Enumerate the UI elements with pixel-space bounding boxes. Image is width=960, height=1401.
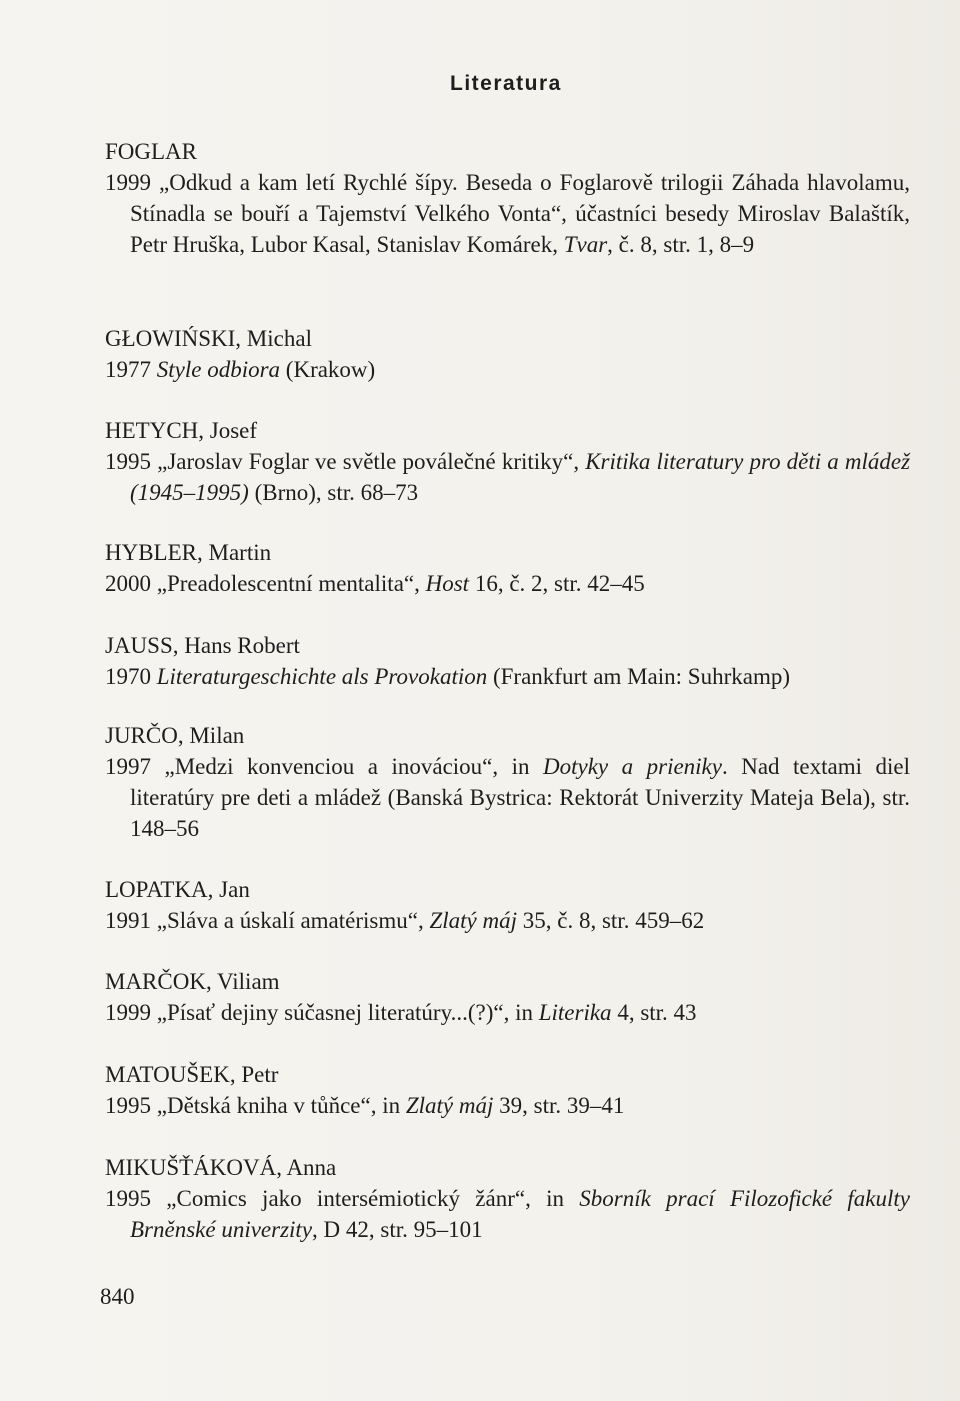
entry-author: LOPATKA, Jan — [105, 877, 250, 902]
entry-author: MIKUŠŤÁKOVÁ, Anna — [105, 1155, 337, 1180]
entry-author: MATOUŠEK, Petr — [105, 1062, 279, 1087]
entry-title: „Medzi konvenciou a inováciou“, in — [164, 754, 543, 779]
entry-reference — [105, 446, 910, 508]
entry-author: MARČOK, Viliam — [105, 969, 280, 994]
entry-reference — [105, 905, 910, 936]
entry-details: , D 42, str. 95–101 — [312, 1217, 483, 1242]
entry-source: Host — [425, 571, 470, 596]
bibliography-entry — [105, 537, 910, 599]
entry-title: „Písať dejiny súčasnej literatúry...(?)“, in — [156, 1000, 539, 1025]
entry-year: 1999 — [105, 170, 151, 195]
entry-author: JURČO, Milan — [105, 723, 245, 748]
entry-details: 39, str. 39–41 — [493, 1093, 625, 1118]
entry-source: Zlatý máj — [405, 1093, 494, 1118]
bibliography-entry — [105, 136, 910, 260]
entry-source: Zlatý máj — [429, 908, 517, 933]
entry-author: GŁOWIŃSKI, Michal — [105, 326, 312, 351]
entry-details: (Frankfurt am Main: Suhrkamp) — [487, 664, 790, 689]
entry-details: 16, č. 2, str. 42–45 — [469, 571, 645, 596]
entry-title: „Preadolescentní mentalita“, — [156, 571, 426, 596]
entry-source: Sborník prací Filozofické fakulty Brněnské univerzity — [130, 1186, 910, 1242]
bibliography-entry — [105, 1059, 910, 1121]
entry-title: Literaturgeschichte als Provokation — [156, 664, 488, 689]
entry-title: „Dětská kniha v tůňce“, in — [156, 1093, 406, 1118]
entry-year: 1995 — [105, 1093, 151, 1118]
bibliography-entry — [105, 966, 910, 1028]
entry-author: FOGLAR — [105, 139, 198, 164]
entry-reference — [105, 167, 910, 260]
entry-details: (Krakow) — [280, 357, 376, 382]
entry-reference — [105, 997, 910, 1028]
entry-year: 1995 — [105, 449, 151, 474]
entry-year: 1977 — [105, 357, 151, 382]
entry-source: Literika — [538, 1000, 612, 1025]
entry-year: 1997 — [105, 754, 151, 779]
entry-reference — [105, 568, 910, 599]
entry-source: Kritika literatury pro děti a mládež (1945–1995) — [130, 449, 911, 505]
entry-author: HYBLER, Martin — [105, 540, 272, 565]
entry-reference — [105, 1183, 910, 1245]
entry-reference — [105, 661, 910, 692]
entry-source: Dotyky a prieniky — [543, 754, 722, 779]
entry-title: Style odbiora — [156, 357, 281, 382]
entry-title: „Comics jako intersémiotický žánr“, in — [166, 1186, 580, 1211]
bibliography-entry — [105, 1152, 910, 1245]
entry-reference — [105, 751, 910, 844]
entry-details: 4, str. 43 — [611, 1000, 697, 1025]
entry-details: , č. 8, str. 1, 8–9 — [607, 232, 755, 257]
entry-year: 1970 — [105, 664, 151, 689]
entry-year: 1999 — [105, 1000, 151, 1025]
page-number: 840 — [100, 1284, 135, 1309]
entry-reference — [105, 354, 910, 385]
entry-details: . Nad textami diel literatúry pre deti a mládež (Banská Bystrica: Rektorát Univerzity Mateja Bela), str. 148–56 — [130, 754, 911, 841]
page-heading: Literatura — [450, 72, 562, 95]
entry-details: (Brno), str. 68–73 — [248, 480, 419, 505]
entry-title: „Odkud a kam letí Rychlé šípy. Beseda o Foglarově trilogii Záhada hlavolamu, Stínadla se bouří a Tajemství Velkého Vonta“, účastníci besedy Miroslav Balaštík, Petr Hruška, Lubor Kasal, Stanislav Komárek, — [130, 170, 910, 257]
entry-details: 35, č. 8, str. 459–62 — [517, 908, 705, 933]
bibliography-entry — [105, 874, 910, 936]
bibliography-entry — [105, 720, 910, 844]
entry-year: 1995 — [105, 1186, 151, 1211]
entry-year: 2000 — [105, 571, 151, 596]
entry-reference — [105, 1090, 910, 1121]
bibliography-entry — [105, 323, 910, 385]
bibliography-entry — [105, 630, 910, 692]
entry-author: JAUSS, Hans Robert — [105, 633, 300, 658]
entry-source: Tvar — [563, 232, 608, 257]
entry-year: 1991 — [105, 908, 151, 933]
entry-author: HETYCH, Josef — [105, 418, 258, 443]
bibliography-entry — [105, 415, 910, 508]
entry-title: „Jaroslav Foglar ve světle poválečné kritiky“, — [157, 449, 586, 474]
entry-title: „Sláva a úskalí amatérismu“, — [156, 908, 430, 933]
